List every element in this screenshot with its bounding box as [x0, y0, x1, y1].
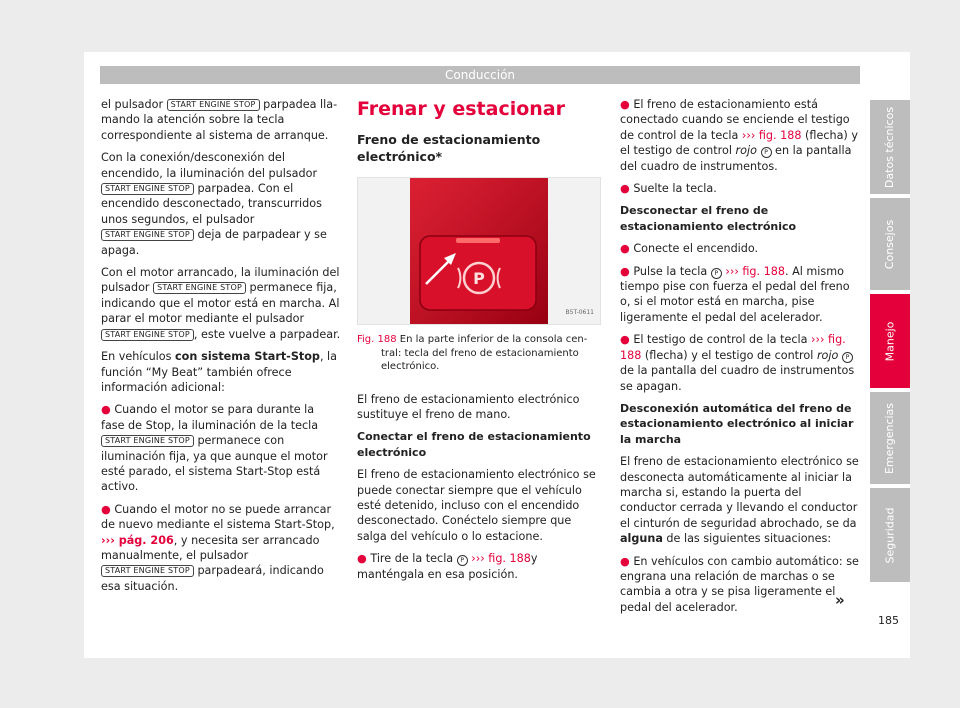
bullet-item: ● El testigo de control de la tecla ››› fig. 188 (flecha) y el testigo de control rojo P de la pantalla del cuadro de instrumentos se apagan. [620, 333, 855, 393]
paragraph: El freno de estacionamiento electrónico se puede conectar siempre que el vehículo esté detenido, incluso con el encendido desconectado. Conéctelo siempre que salga del vehículo o lo estacione. [357, 468, 596, 543]
tab-consejos[interactable]: Consejos [870, 198, 910, 290]
parking-icon: P [473, 269, 485, 288]
figure-link[interactable]: ››› fig. 188 [471, 552, 531, 566]
parking-brake-icon: P [711, 268, 722, 279]
figure-link[interactable]: ››› fig. 188 [620, 333, 846, 362]
section-subtitle: Freno de estacionamiento electrónico* [357, 132, 541, 164]
bullet-item: ● El freno de estacionamiento está conectado cuando se enciende el testigo de control de la tecla ››› fig. 188 (flecha) y el testigo de control rojo P en la pantalla del cuadro de instrumentos. [620, 98, 858, 173]
bullet-item: ● En vehículos con cambio automático: se engrana una relación de marchas o se cambia a otra y se pisa ligeramente el pedal del acelerador. [620, 554, 859, 614]
paragraph: El freno de estacionamiento electrónico sustituye el freno de mano. [357, 392, 580, 421]
parking-brake-switch-illustration [358, 178, 600, 324]
parking-brake-icon: P [842, 352, 853, 363]
subheading: Conectar el freno de estacionamiento electrónico [357, 430, 591, 459]
bullet-icon: ● [620, 333, 630, 347]
paragraph: En vehículos con sistema Start-Stop, la función “My Beat” también ofrece información adicional: [101, 350, 338, 394]
bullet-icon: ● [620, 242, 630, 256]
bullet-icon: ● [620, 182, 630, 196]
tab-emergencias[interactable]: Emergencias [870, 392, 910, 484]
tab-seguridad[interactable]: Seguridad [870, 488, 910, 582]
bullet-icon: ● [101, 403, 111, 417]
column-3 [620, 97, 860, 622]
figure-link[interactable]: ››› fig. 188 [725, 264, 785, 278]
parking-brake-icon: P [761, 147, 772, 158]
bullet-item: ● Tire de la tecla P ››› fig. 188y manténgala en esa posición. [357, 552, 538, 581]
bullet-icon: ● [357, 552, 367, 566]
page-number: 185 [878, 614, 899, 627]
tab-datos-tecnicos[interactable]: Datos técnicos [870, 100, 910, 194]
figure-caption: Fig. 188 En la parte inferior de la consola central: tecla del freno de estacionamiento electrónico. [357, 334, 588, 372]
column-1 [101, 97, 341, 601]
column-2 [357, 97, 601, 589]
section-title: Frenar y estacionar [357, 98, 565, 120]
start-engine-stop-key: START ENGINE STOP [101, 435, 194, 447]
figure-code: B5T-0611 [565, 308, 594, 316]
tab-manejo[interactable]: Manejo [870, 294, 910, 388]
bullet-item: ● Pulse la tecla P ››› fig. 188. Al mismo tiempo pise con fuerza el pedal del freno o, si el motor está en marcha, pise ligeramente el pedal del acelerador. [620, 264, 850, 324]
bullet-icon: ● [620, 264, 630, 278]
page-header: Conducción [100, 66, 860, 84]
figure-link[interactable]: ››› fig. 188 [741, 128, 802, 142]
bullet-item: ● Cuando el motor no se puede arrancar de nuevo mediante el sistema Start-Stop, ››› pág. 206, y necesita ser arrancado manualmente, el pulsador START ENGINE STOP parpadeará, indicando esa situación. [101, 502, 335, 593]
start-engine-stop-key: START ENGINE STOP [101, 329, 194, 341]
paragraph: el pulsador START ENGINE STOP parpadea llamando la atención sobre la tecla correspondiente al sistema de arranque. [101, 98, 338, 142]
bullet-item: ● Suelte la tecla. [620, 182, 717, 196]
bullet-icon: ● [620, 98, 630, 111]
subheading: Desconexión automática del freno de estacionamiento electrónico al iniciar la marcha [620, 401, 854, 446]
bullet-icon: ● [620, 554, 630, 568]
continued-arrow-icon: » [835, 591, 845, 609]
figure-188 [357, 177, 601, 325]
subheading: Desconectar el freno de estacionamiento electrónico [620, 204, 797, 233]
page-link[interactable]: ››› pág. 206 [101, 533, 174, 547]
start-engine-stop-key: START ENGINE STOP [167, 99, 260, 111]
start-engine-stop-key: START ENGINE STOP [101, 565, 194, 577]
paragraph: El freno de estacionamiento electrónico se desconecta automáticamente al iniciar la marcha si, estando la puerta del conductor cerrada y llevando el conductor el cinturón de seguridad abrochado, se da alguna de las siguientes situaciones: [620, 455, 859, 546]
paragraph: Con el motor arrancado, la iluminación del pulsador START ENGINE STOP permanece fija, indicando que el motor está en marcha. Al parar el motor mediante el pulsador START ENGINE STOP , este vuelve a parpadear. [101, 266, 341, 341]
bullet-item: ● Cuando el motor se para durante la fase de Stop, la iluminación de la tecla START ENGINE STOP permanece con iluminación fija, ya que aunque el motor esté parado, el sistema Start-Stop está activo. [101, 403, 328, 494]
bullet-icon: ● [101, 502, 111, 516]
start-engine-stop-key: START ENGINE STOP [153, 282, 246, 294]
parking-brake-icon: P [457, 555, 468, 566]
start-engine-stop-key: START ENGINE STOP [101, 229, 194, 241]
bullet-item: ● Conecte el encendido. [620, 242, 759, 256]
paragraph: Con la conexión/desconexión del encendido, la iluminación del pulsador START ENGINE STOP parpadea. Con el encendido desconectado, transcurridos unos segundos, el pulsador START ENGINE STOP deja de parpadear y se apaga. [101, 151, 327, 257]
start-engine-stop-key: START ENGINE STOP [101, 183, 194, 195]
